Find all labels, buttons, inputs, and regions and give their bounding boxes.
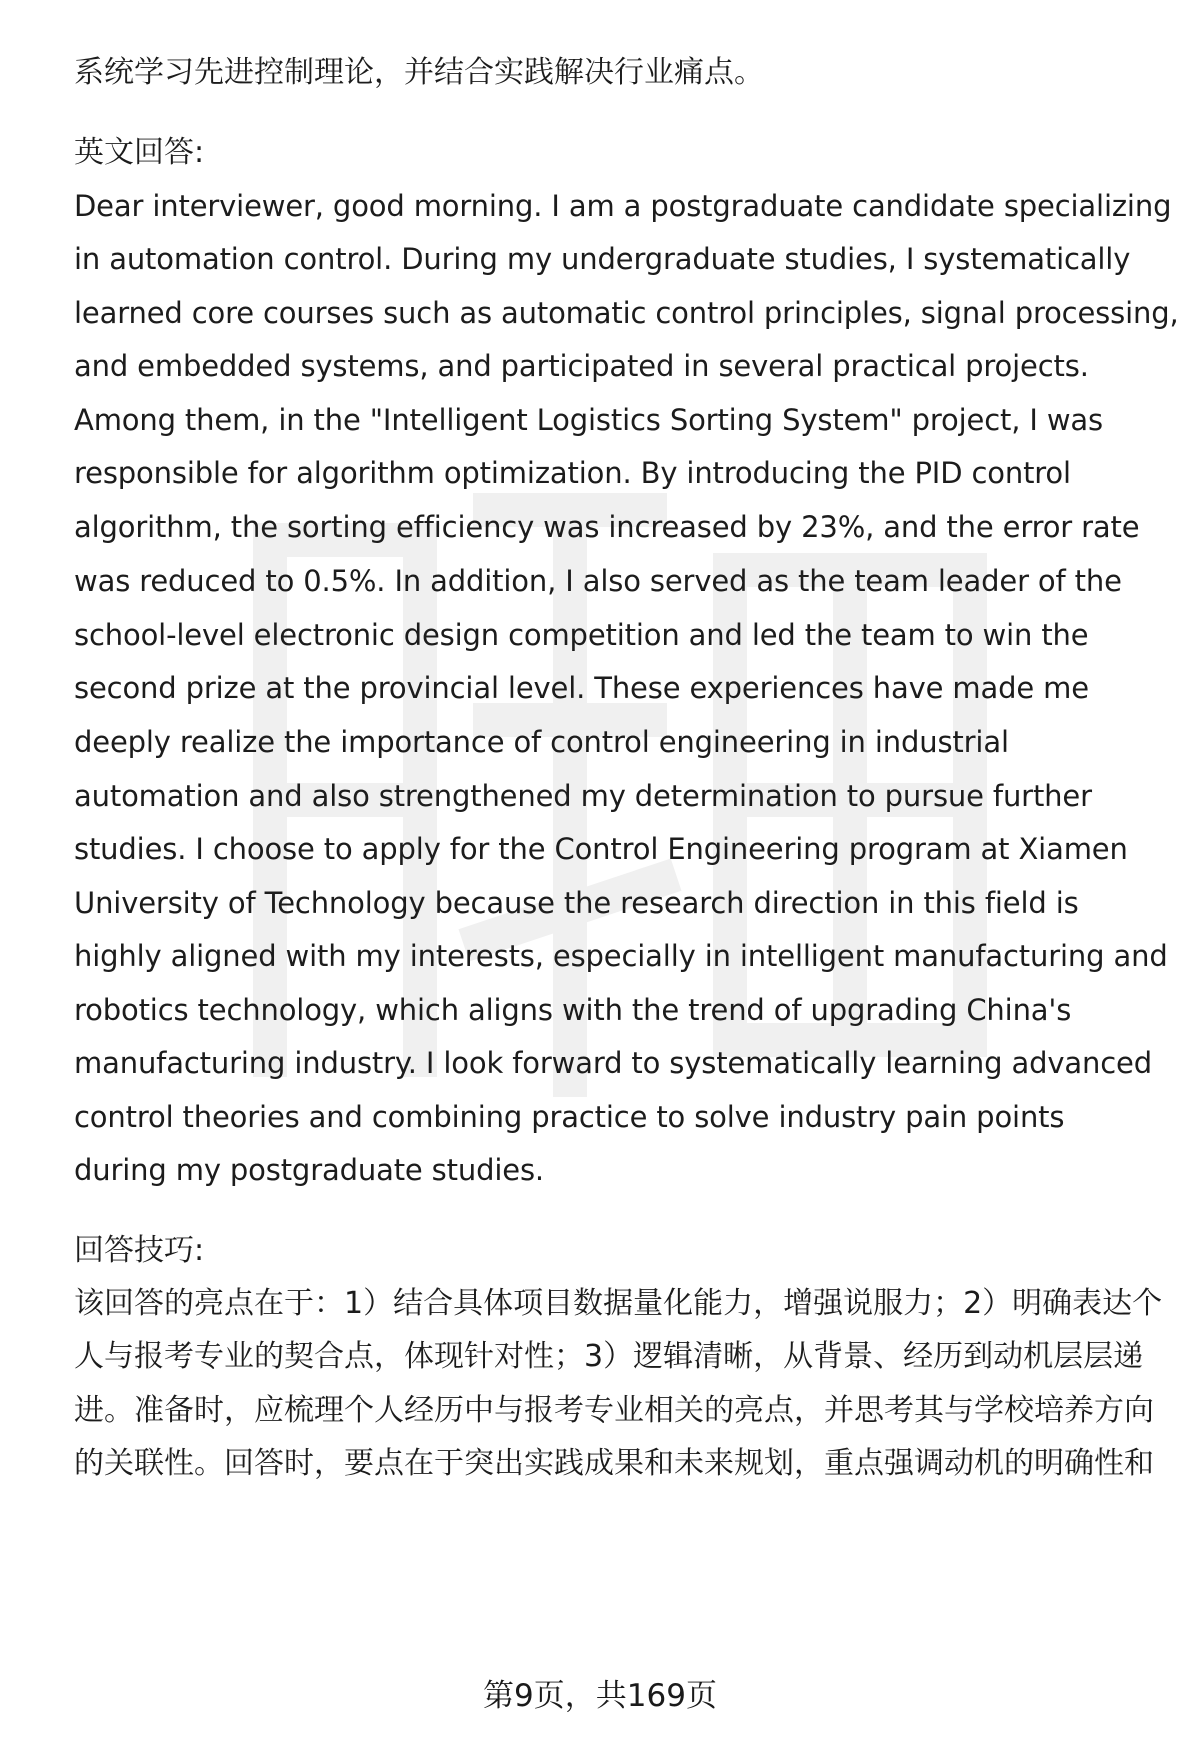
tips-line: 的关联性。回答时，要点在于突出实践成果和未来规划，重点强调动机的明确性和 bbox=[74, 1446, 1154, 1481]
answer-tips-heading: 回答技巧: bbox=[74, 1233, 205, 1268]
tips-line: 进。准备时，应梳理个人经历中与报考专业相关的亮点，并思考其与学校培养方向 bbox=[74, 1393, 1154, 1428]
english-line: automation and also strengthened my determination to pursue further bbox=[74, 779, 1092, 813]
continuation-line: 系统学习先进控制理论，并结合实践解决行业痛点。 bbox=[74, 55, 764, 90]
english-line: control theories and combining practice to solve industry pain points bbox=[74, 1100, 1065, 1134]
english-line: in automation control. During my undergraduate studies, I systematically bbox=[74, 242, 1131, 276]
english-line: robotics technology, which aligns with the trend of upgrading China's bbox=[74, 993, 1072, 1027]
english-line: responsible for algorithm optimization. By introducing the PID control bbox=[74, 456, 1071, 490]
english-line: University of Technology because the research direction in this field is bbox=[74, 886, 1079, 920]
english-line: during my postgraduate studies. bbox=[74, 1153, 544, 1187]
page-number-footer: 第9页，共169页 bbox=[483, 1678, 717, 1714]
english-line: and embedded systems, and participated in several practical projects. bbox=[74, 349, 1089, 383]
english-line: second prize at the provincial level. These experiences have made me bbox=[74, 671, 1089, 705]
english-line: Dear interviewer, good morning. I am a postgraduate candidate specializing bbox=[74, 189, 1172, 223]
english-line: was reduced to 0.5%. In addition, I also served as the team leader of the bbox=[74, 564, 1122, 598]
tips-line: 该回答的亮点在于：1）结合具体项目数据量化能力，增强说服力；2）明确表达个 bbox=[74, 1286, 1163, 1321]
english-line: school-level electronic design competition and led the team to win the bbox=[74, 618, 1089, 652]
english-line: highly aligned with my interests, especially in intelligent manufacturing and bbox=[74, 939, 1168, 973]
english-line: learned core courses such as automatic control principles, signal processing, bbox=[74, 296, 1179, 330]
english-line: deeply realize the importance of control engineering in industrial bbox=[74, 725, 1009, 759]
english-answer-heading: 英文回答: bbox=[74, 135, 205, 170]
english-line: studies. I choose to apply for the Control Engineering program at Xiamen bbox=[74, 832, 1128, 866]
english-line: Among them, in the "Intelligent Logistics Sorting System" project, I was bbox=[74, 403, 1103, 437]
english-line: manufacturing industry. I look forward to systematically learning advanced bbox=[74, 1046, 1152, 1080]
tips-line: 人与报考专业的契合点，体现针对性；3）逻辑清晰，从背景、经历到动机层层递 bbox=[74, 1339, 1144, 1374]
english-line: algorithm, the sorting efficiency was increased by 23%, and the error rate bbox=[74, 510, 1140, 544]
